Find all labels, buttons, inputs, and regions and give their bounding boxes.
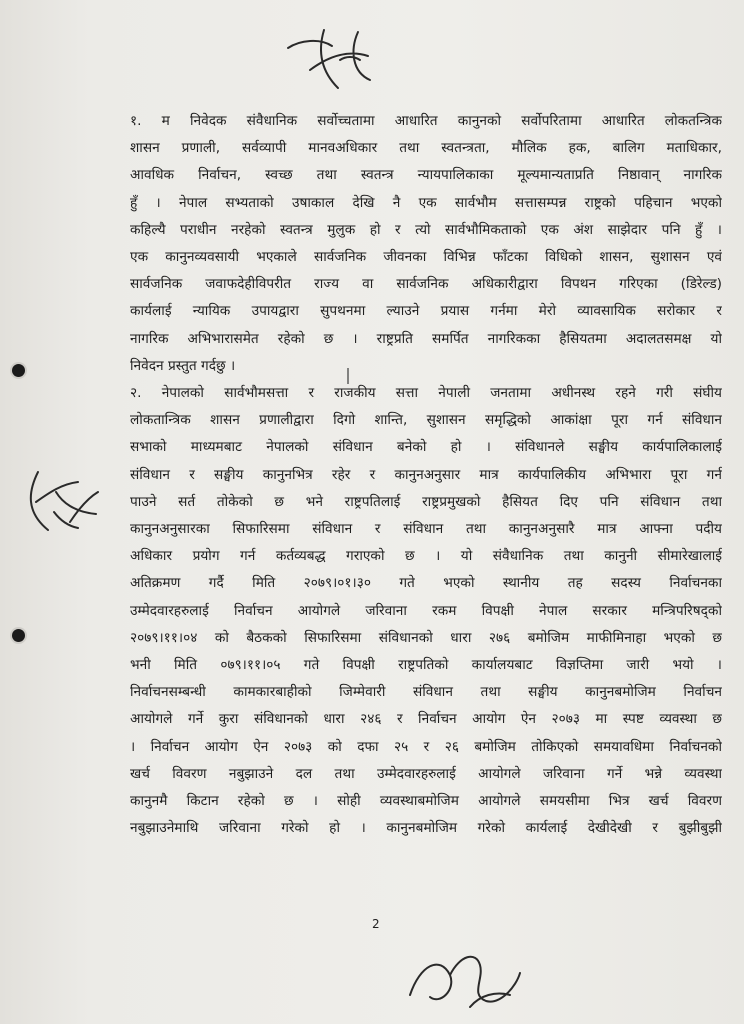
document-body bbox=[130, 108, 722, 842]
signature-bottom bbox=[400, 935, 540, 1020]
text-line: अतिक्रमण गर्दै मिति २०७९।०१।३० गते भएको स्थानीय तह सदस्य निर्वाचनका bbox=[130, 575, 722, 592]
text-line: अधिकार प्रयोग गर्न कर्तव्यबद्ध गराएको छ । यो संवैधानिक तथा कानुनी सीमारेखालाई bbox=[130, 548, 722, 565]
text-line: २. नेपालको सार्वभौमसत्ता र राजकीय सत्ता नेपाली जनतामा अधीनस्थ रहने गरी संघीय bbox=[130, 385, 722, 402]
text-line: कार्यलाई न्यायिक उपायद्वारा सुपथनमा ल्याउने प्रयास गर्नमा मेरो व्यावसायिक सरोकार र bbox=[130, 303, 722, 320]
text-line: लोकतान्त्रिक शासन प्रणालीद्वारा दिगो शान्ति, सुशासन समृद्धिको आकांक्षा पूरा गर्न संविधान bbox=[130, 412, 722, 429]
text-line: निर्वाचनसम्बन्धी कामकारबाहीको जिम्मेवारी संविधान तथा सङ्घीय कानुनबमोजिम निर्वाचन bbox=[130, 684, 722, 701]
text-line: उम्मेदवारहरुलाई निर्वाचन आयोगले जरिवाना रकम विपक्षी नेपाल सरकार मन्त्रिपरिषद्को bbox=[130, 602, 722, 619]
text-line: १. म निवेदक संवैधानिक सर्वोच्चतामा आधारित कानुनको सर्वोपरितामा आधारित लोकतन्त्रिक bbox=[130, 113, 722, 129]
text-line: कहिल्यै पराधीन नरहेको स्वतन्त्र मुलुक हो र त्यो सार्वभौमिकताको एक अंश साझेदार पनि हुँ । bbox=[130, 221, 722, 238]
signature-left bbox=[18, 462, 108, 542]
text-line: निवेदन प्रस्तुत गर्दछु । bbox=[130, 357, 236, 374]
text-line: शासन प्रणाली, सर्वव्यापी मानवअधिकार तथा स्वतन्त्रता, मौलिक हक, बालिग मताधिकार, bbox=[130, 140, 722, 157]
text-line: खर्च विवरण नबुझाउने दल तथा उम्मेदवारहरुलाई आयोगले जरिवाना गर्ने भन्ने व्यवस्था bbox=[130, 765, 722, 782]
punch-hole-top bbox=[12, 364, 25, 377]
text-line: भनी मिति ०७९।११।०५ गते विपक्षी राष्ट्रपतिको कार्यालयबाट विज्ञप्तिमा जारी भयो । bbox=[130, 657, 722, 674]
text-line: सभाको माध्यमबाट नेपालको संविधान बनेको हो । संविधानले सङ्घीय कार्यपालिकालाई bbox=[130, 439, 722, 456]
text-line: आयोगले गर्ने कुरा संविधानको धारा २४६ र निर्वाचन आयोग ऐन २०७३ मा स्पष्ट व्यवस्था छ bbox=[130, 711, 722, 728]
text-line: हुँ । नेपाल सभ्यताको उषाकाल देखि नै एक सार्वभौम सत्तासम्पन्न राष्ट्रको पहिचान भएको bbox=[130, 194, 722, 211]
text-line: संविधान र सङ्घीय कानुनभित्र रहेर र कानुनअनुसार मात्र कार्यपालिकीय अभिभारा पूरा गर्न bbox=[130, 466, 722, 483]
text-line: कानुनमै किटान रहेको छ । सोही व्यवस्थाबमोजिम आयोगले समयसीमा भित्र खर्च विवरण bbox=[130, 793, 722, 810]
text-line: आवधिक निर्वाचन, स्वच्छ तथा स्वतन्त्र न्यायपालिकाका मूल्यमान्यताप्रति निष्ठावान् नागरिक bbox=[130, 167, 722, 184]
text-line: नागरिक अभिभारासमेत रहेको छ । राष्ट्रप्रति समर्पित नागरिकका हैसियतमा अदालतसमक्ष यो bbox=[130, 330, 722, 347]
text-line: २०७९।११।०४ को बैठकको सिफारिसमा संविधानको धारा २७६ बमोजिम माफीमिनाहा भएको छ bbox=[130, 629, 722, 646]
text-line: सार्वजनिक जवाफदेहीविपरीत राज्य वा सार्वजनिक अधिकारीद्वारा विपथन गरिएका (डिरेल्ड) bbox=[130, 276, 722, 293]
text-line: एक कानुनव्यवसायी भएकाले सार्वजनिक जीवनका विभिन्न फाँटका विधिको शासन, सुशासन एवं bbox=[130, 249, 722, 266]
text-line: । निर्वाचन आयोग ऐन २०७३ को दफा २५ र २६ बमोजिम तोकिएको समयावधिमा निर्वाचनको bbox=[130, 738, 722, 755]
punch-hole-bottom bbox=[12, 629, 25, 642]
signature-top bbox=[280, 10, 390, 100]
text-line: कानुनअनुसारका सिफारिसमा संविधान र संविधान तथा कानुनअनुसारै मात्र आफ्ना पदीय bbox=[130, 521, 722, 538]
text-line: नबुझाउनेमाथि जरिवाना गरेको हो । कानुनबमोजिम गरेको कार्यलाई देखीदेखी र बुझीबुझी bbox=[130, 820, 722, 837]
page-number: 2 bbox=[372, 917, 380, 931]
text-line: पाउने सर्त तोकेको छ भने राष्ट्रपतिलाई राष्ट्रप्रमुखको हैसियत दिए पनि संविधान तथा bbox=[130, 493, 722, 510]
